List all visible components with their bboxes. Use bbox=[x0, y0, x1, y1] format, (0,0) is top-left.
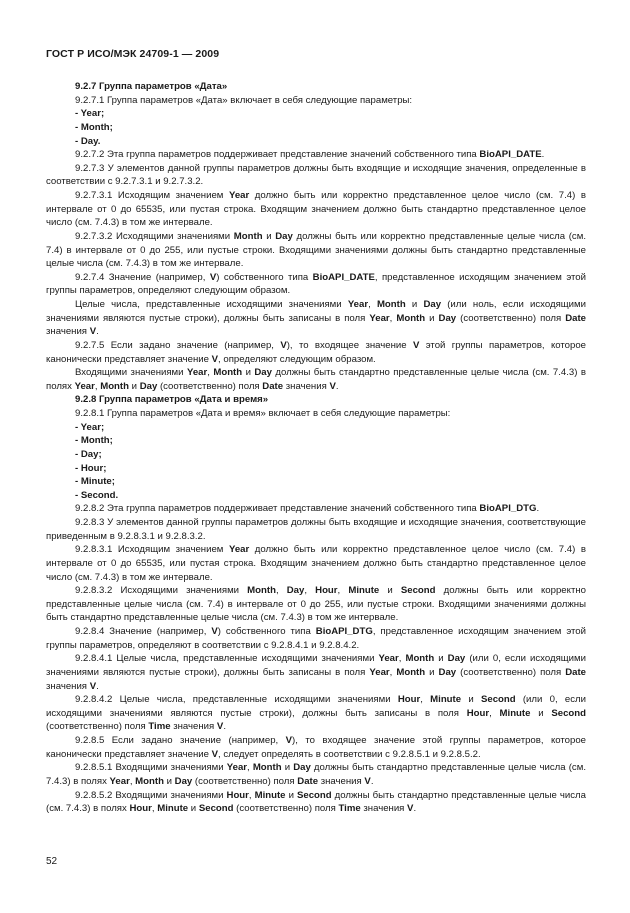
list-item: - Day. bbox=[75, 135, 101, 147]
paragraph: Целые числа, представленные исходящими значениями Year, Month и Day (или ноль, если исходящими значениями являются пустые строки), должны быть записаны в поля Year, Month и Day (соответственно) поля Date значения V. bbox=[46, 299, 586, 338]
list-item: - Second. bbox=[75, 489, 119, 501]
list-item: - Month; bbox=[75, 435, 113, 447]
page-number: 52 bbox=[46, 856, 58, 867]
paragraph: 9.2.8.5 Если задано значение (например, V), то входящее значение этой группы параметров, которое канонически представляет значение V, следует определять в соответствии с 9.2.8.5.1 и 9.2.8.5.2. bbox=[46, 735, 587, 760]
paragraph: 9.2.7.2 Эта группа параметров поддерживает представление значений собственного типа BioAPI_DATE. bbox=[75, 149, 545, 161]
list-item: - Day; bbox=[75, 448, 102, 460]
list-item: - Minute; bbox=[75, 476, 115, 488]
paragraph: 9.2.8.5.1 Входящими значениями Year, Month и Day должны быть стандартно представленные целые числа (см. 7.4.3) в полях Year, Month и Day (соответственно) поля Date значения V. bbox=[46, 762, 586, 787]
paragraph: 9.2.8.2 Эта группа параметров поддерживает представление значений собственного типа BioAPI_DTG. bbox=[75, 503, 540, 515]
list-item: - Month; bbox=[75, 121, 113, 133]
paragraph: 9.2.7.3.1 Исходящим значением Year должно быть или корректно представленное целое число (см. 7.4) в интервале от 0 до 65535, или пустая строка. Входящим значением должно быть стандартно представленное целое число (см. 7.4.3) в том же интервале. bbox=[46, 190, 586, 229]
paragraph: 9.2.7.3.2 Исходящими значениями Month и Day должны быть или корректно представленные целые числа (см. 7.4) в интервале от 0 до 255, или пустые строки. Входящими значениями должны быть стандартно представленные целые числа (см. 7.4.3) в том же интервале. bbox=[46, 230, 586, 270]
paragraph: 9.2.8.3 У элементов данной группы параметров должны быть входящие и исходящие значения, соответствующие приведенным в 9.2.8.3.1 и 9.2.8.3.2. bbox=[46, 517, 586, 542]
section-heading: 9.2.8 Группа параметров «Дата и время» bbox=[75, 394, 269, 406]
paragraph: Входящими значениями Year, Month и Day должны быть стандартно представленные целые числа (см. 7.4.3) в полях Year, Month и Day (соответственно) поля Date значения V. bbox=[46, 367, 586, 392]
list-item: - Year; bbox=[75, 108, 105, 120]
paragraph: 9.2.8.1 Группа параметров «Дата и время» включает в себя следующие параметры: bbox=[75, 408, 451, 419]
document-header: ГОСТ Р ИСО/МЭК 24709-1 — 2009 bbox=[46, 48, 220, 60]
paragraph: 9.2.7.3 У элементов данной группы параметров должны быть входящие и исходящие значения, определенные в соответствии с 9.2.7.3.1 и 9.2.7.3.2. bbox=[46, 162, 586, 188]
paragraph: 9.2.7.4 Значение (например, V) собственного типа BioAPI_DATE, представленное исходящим значением этой группы параметров, определяют следующим образом. bbox=[46, 271, 586, 297]
paragraph: 9.2.8.4 Значение (например, V) собственного типа BioAPI_DTG, представленное исходящим значением этой группы параметров, определяют в соответствии с 9.2.8.4.1 и 9.2.8.4.2. bbox=[46, 626, 586, 651]
list-item: - Hour; bbox=[75, 462, 107, 474]
paragraph: 9.2.8.4.1 Целые числа, представленные исходящими значениями Year, Month и Day (или 0, если исходящими значениями являются пустые строки), должны быть записаны в поля Year, Month и Day (соответственно) поля Date значения V. bbox=[46, 653, 586, 692]
paragraph: 9.2.8.5.2 Входящими значениями Hour, Minute и Second должны быть стандартно представленные целые числа (см. 7.4.3) в полях Hour, Minute и Second (соответственно) поля Time значения V. bbox=[46, 789, 586, 815]
paragraph: 9.2.8.4.2 Целые числа, представленные исходящими значениями Hour, Minute и Second (или 0, если исходящими значениями являются пустые строки), должны быть записаны в поля Hour, Minute и Second (соответственно) поля Time значения V. bbox=[46, 694, 586, 733]
paragraph: 9.2.7.1 Группа параметров «Дата» включает в себя следующие параметры: bbox=[75, 94, 413, 106]
paragraph: 9.2.7.5 Если задано значение (например, V), то входящее значение V этой группы параметров, которое канонически представляет значение V, определяют следующим образом. bbox=[46, 339, 587, 365]
document-body bbox=[46, 80, 586, 816]
paragraph: 9.2.8.3.1 Исходящим значением Year должно быть или корректно представленное целое число (см. 7.4) в интервале от 0 до 65535, или пустая строка. Входящим значением должно быть стандартно представленное целое число (см. 7.4.3) в том же интервале. bbox=[46, 544, 586, 583]
section-heading: 9.2.7 Группа параметров «Дата» bbox=[75, 81, 228, 92]
list-item: - Year; bbox=[75, 421, 105, 433]
paragraph: 9.2.8.3.2 Исходящими значениями Month, Day, Hour, Minute и Second должны быть или корректно представленные целые числа (см. 7.4) в интервале от 0 до 255, или пустые строки. Входящими значениями должны быть стандартно представленные целые числа (см. 7.4.3) в том же интервале. bbox=[46, 585, 586, 624]
